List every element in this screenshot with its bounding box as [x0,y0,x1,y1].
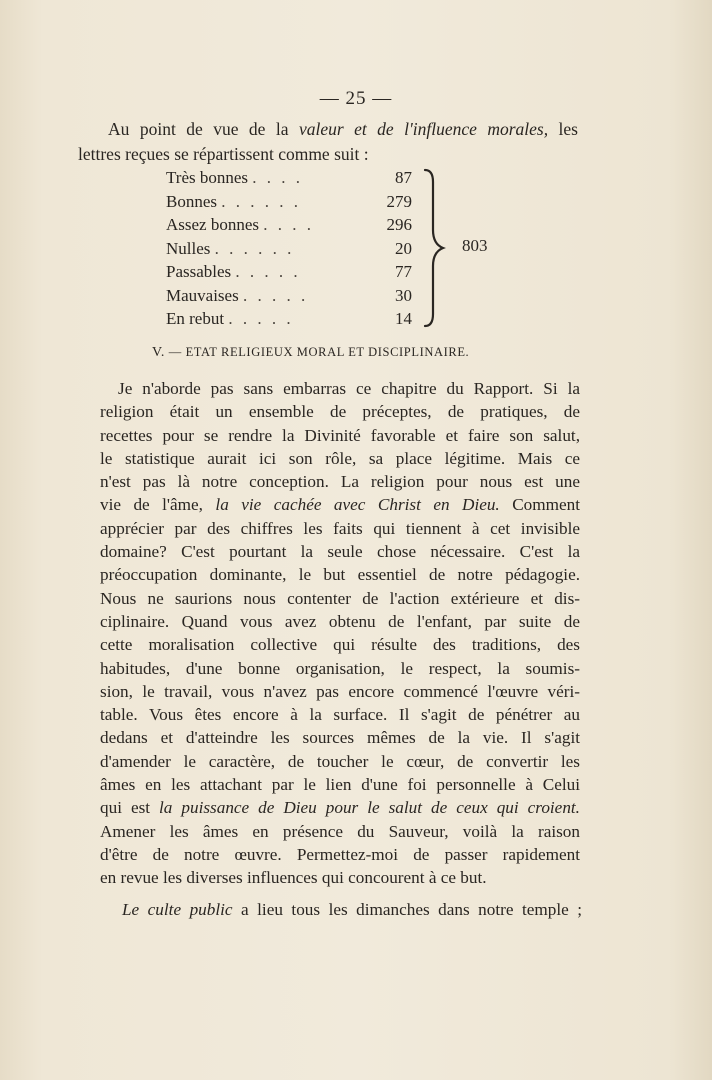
text-line: d'être de notre œuvre. Permettez-moi de passer rapidement [100,844,580,864]
body-paragraph [100,377,580,890]
italic-segment: la puissance de Dieu pour le salut de ceux qui croient. [159,798,580,818]
text-line: apprécier par des chiffres les faits qui tiennent à cet invisible [100,518,580,538]
text-line: cette moralisation collective qui résulte des traditions, des [100,635,580,655]
stat-label [166,307,294,331]
stat-value: 77 [395,262,412,281]
intro-paragraph [78,117,578,167]
text-line: préoccupation dominante, le but essentiel de notre pédagogie. [100,565,580,585]
stat-value: 30 [395,285,412,305]
intro-text-end: les [548,119,578,139]
stat-value: 20 [395,238,412,258]
stat-label-text: Passables [166,262,232,281]
stat-row [166,190,526,214]
section-number: V. [152,345,166,360]
text-segment: a lieu tous les dimanches dans notre temple ; [232,900,582,919]
text-line: ciplinaire. Quand vous avez obtenu de l'enfant, par suite de [100,611,580,631]
stat-leader-dots: . . . . . . [221,191,301,211]
stat-row [166,166,526,190]
stat-label-text: Très bonnes [166,168,249,187]
intro-italic-text: valeur et de l'influence morales, [298,119,549,139]
text-segment: qui est [100,798,160,818]
stat-leader-dots: . . . . [263,215,315,234]
stat-label-text: Nulles [166,238,211,258]
right-brace-icon [421,168,451,328]
stat-label-text: En rebut [166,309,225,328]
stat-label [166,237,294,261]
text-line: le statistique aurait ici son rôle, sa place légitime. Mais ce [100,448,580,468]
stat-leader-dots: . . . . . [235,262,301,281]
text-line: en revue les diverses influences qui concourent à ce but. [100,868,487,888]
text-line: recettes pour se rendre la Divinité favorable et faire son salut, [100,425,580,445]
stat-leader-dots: . . . . [252,168,304,187]
italic-segment: la vie cachée avec Christ en Dieu. [215,495,500,515]
text-line [100,796,580,819]
text-line: religion était un ensemble de préceptes, de pratiques, de [100,402,580,422]
stat-row [166,284,526,308]
stat-label [166,284,308,308]
stat-label [166,166,303,190]
stat-label [166,213,314,237]
text-line [100,493,580,516]
section-heading [152,345,572,361]
text-segment: vie de l'âme, [100,495,216,515]
stat-label-text: Mauvaises [166,285,239,305]
stat-label-text: Bonnes [166,191,217,211]
stat-value: 14 [395,309,412,328]
stat-row [166,213,526,237]
stat-row [166,307,526,331]
text-line: Je n'aborde pas sans embarras ce chapitre du Rapport. Si la [118,379,580,398]
stat-leader-dots: . . . . . [242,285,309,305]
text-line: d'amender le caractère, de toucher le cœur, de convertir les [100,751,580,771]
text-line: domaine? C'est pourtant la seule chose nécessaire. C'est la [100,542,580,562]
text-line: sion, le travail, vous n'avez pas encore commencé l'œuvre véri- [100,681,580,701]
text-line [100,898,582,921]
stat-value: 296 [386,215,412,234]
stat-total: 803 [462,236,488,255]
stat-leader-dots: . . . . . [228,309,294,328]
text-line: Nous ne saurions nous contenter de l'action extérieure et dis- [100,588,580,608]
text-line: n'est pas là notre conception. La religion pour nous est une [100,472,580,492]
stat-leader-dots: . . . . . . [214,238,295,258]
text-line: Amener les âmes en présence du Sauveur, voilà la raison [100,821,580,841]
intro-text-start: Au point de vue de la [108,119,299,139]
italic-segment: Le culte public [122,900,233,919]
text-line: âmes en les attachant par le lien d'une foi personnelle à Celui [100,775,580,795]
text-segment: Comment [499,495,580,515]
text-line: table. Vous êtes encore à la surface. Il s'agit de pénétrer au [100,705,580,725]
page-number: — 25 — [319,88,393,109]
stat-label [166,260,301,284]
stat-value: 87 [395,168,412,187]
intro-line-2: lettres reçues se répartissent comme suit : [78,144,369,164]
stat-row [166,260,526,284]
text-line: habitudes, d'une bonne organisation, le respect, la soumis- [100,658,580,678]
stat-label [166,190,301,214]
stat-label-text: Assez bonnes [166,215,260,234]
text-line: dedans et d'atteindre les sources mêmes de la vie. Il s'agit [100,728,580,748]
next-paragraph [100,898,582,921]
stat-value: 279 [386,191,412,211]
intro-line-1 [78,117,578,142]
section-title: — ETAT RELIGIEUX MORAL ET DISCIPLINAIRE. [168,345,470,359]
letters-statistics-table [166,166,526,331]
